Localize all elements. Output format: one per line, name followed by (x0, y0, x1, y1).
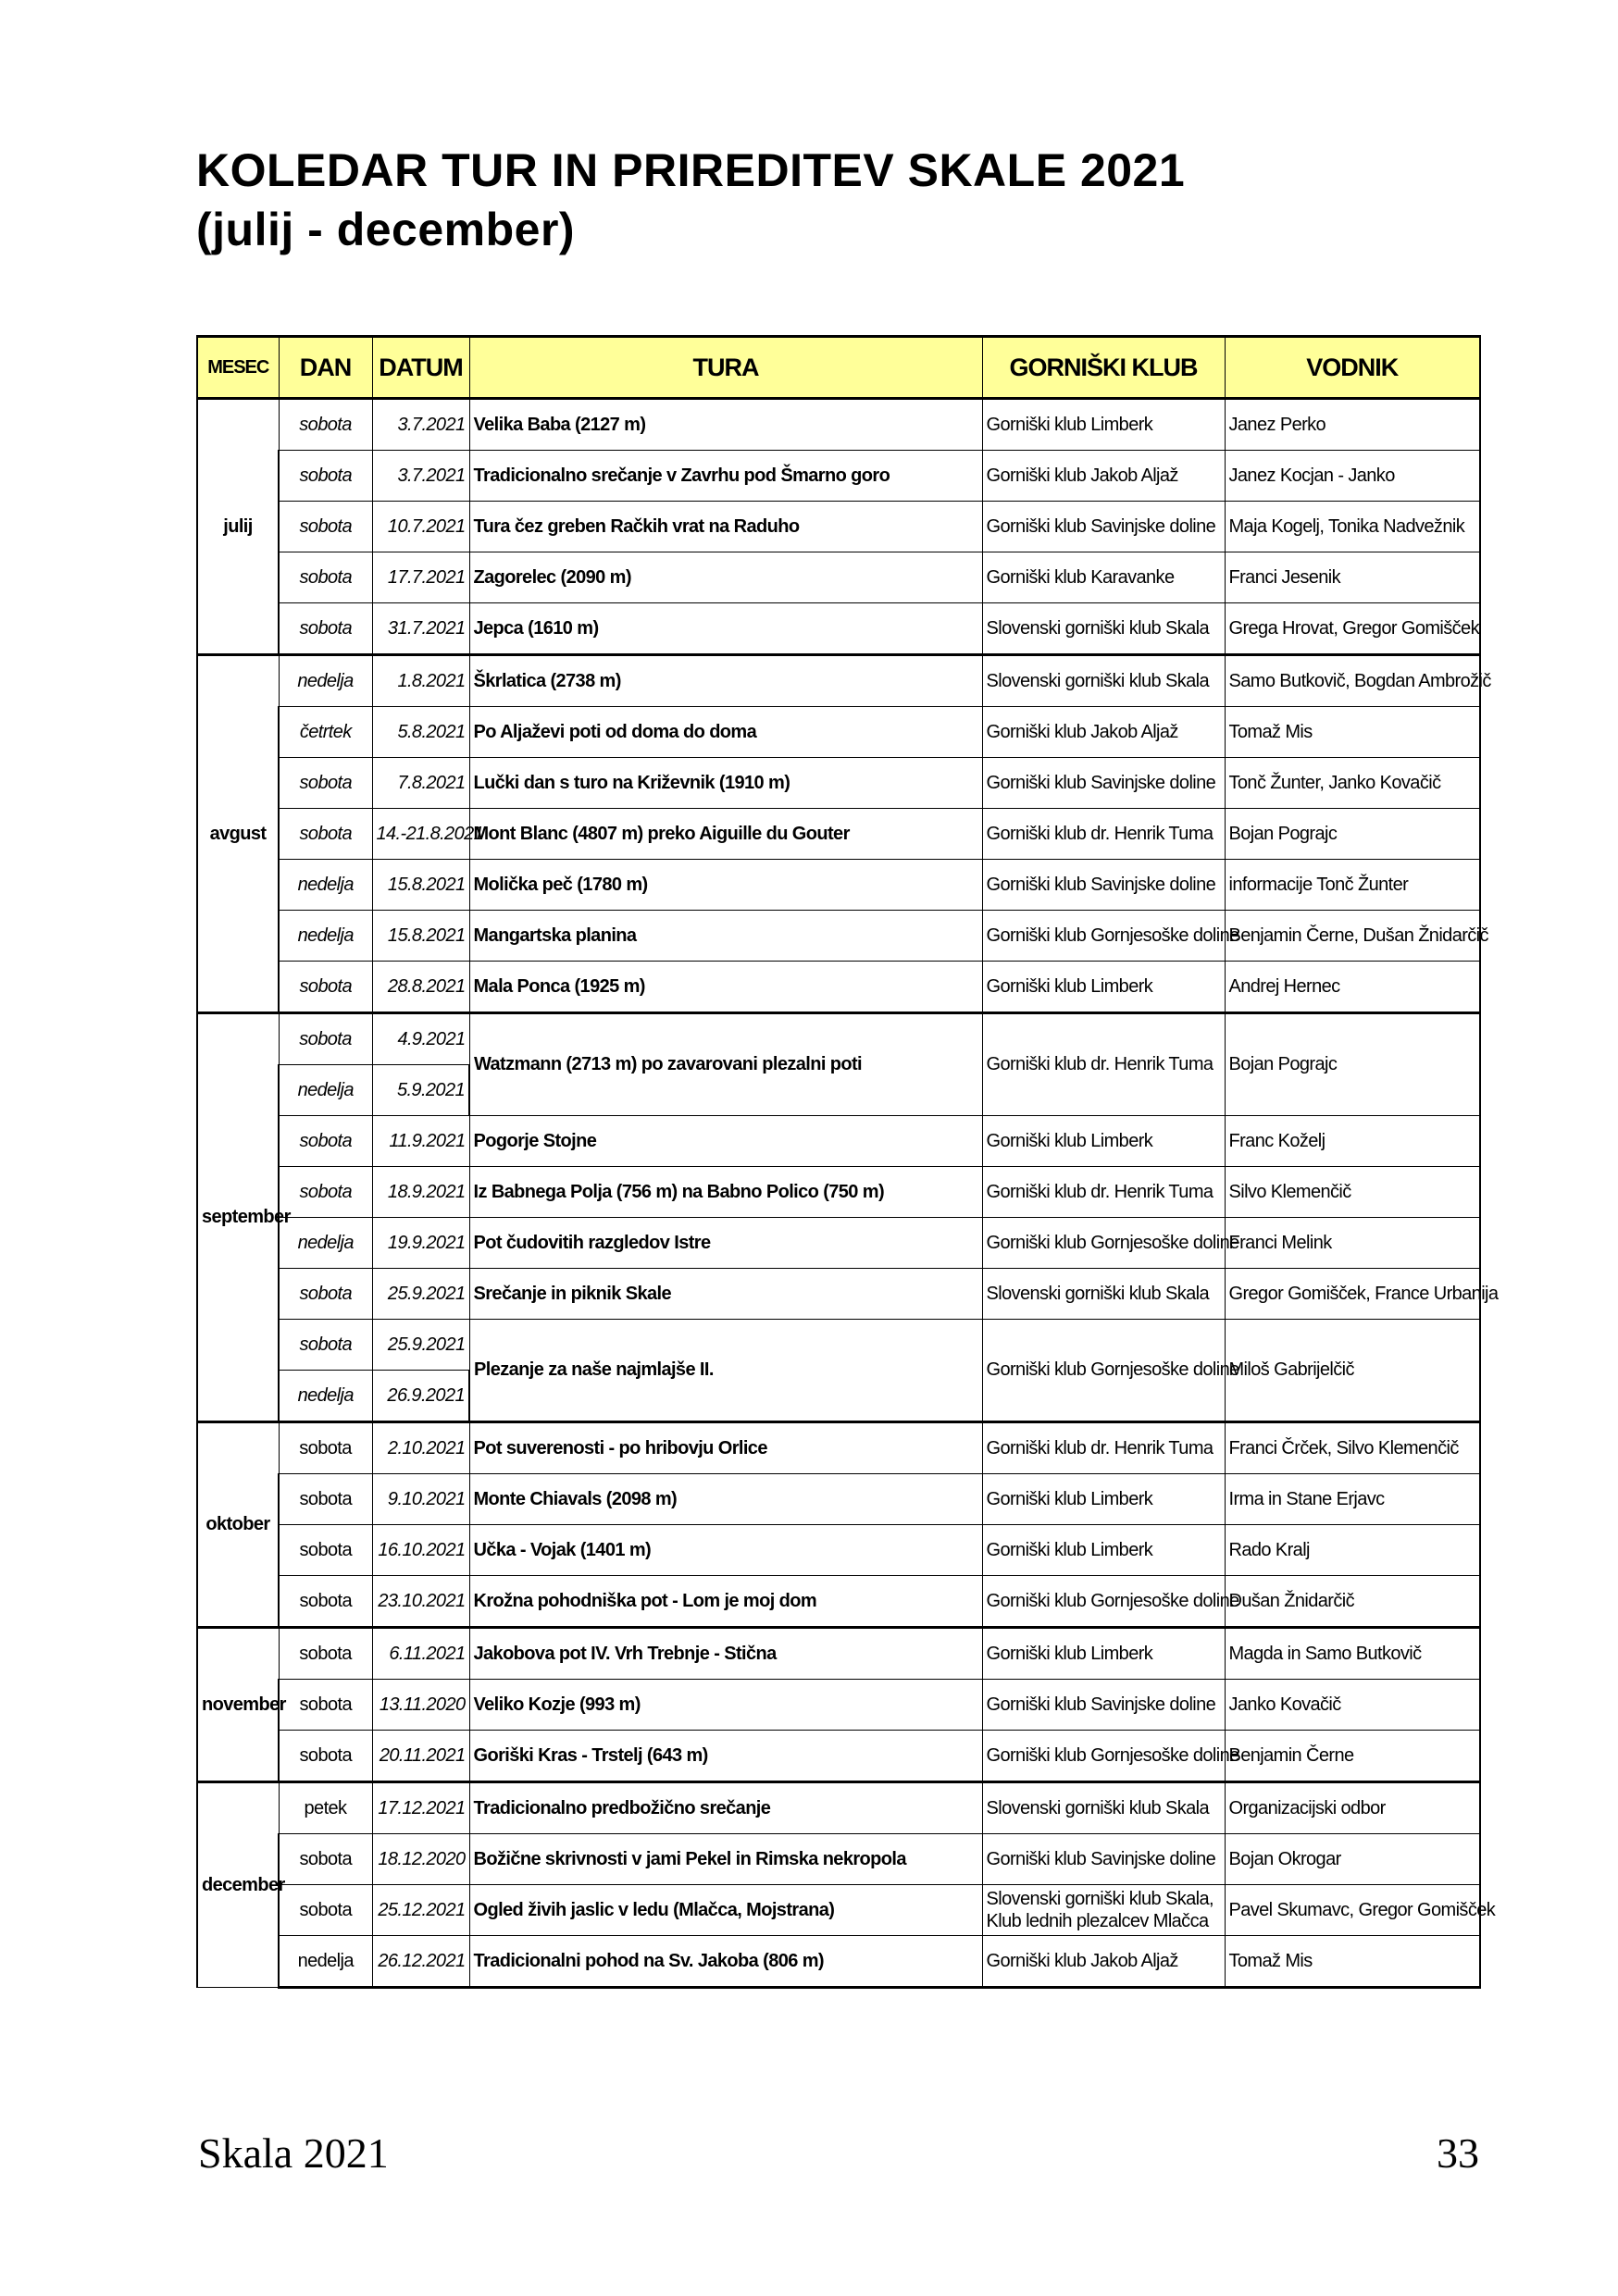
table-row (197, 603, 1480, 655)
club-cell: Gorniški klub dr. Henrik Tuma (982, 1013, 1225, 1116)
club-cell: Gorniški klub Limberk (982, 1474, 1225, 1525)
table-row (197, 502, 1480, 552)
tour-cell: Mala Ponca (1925 m) (469, 962, 982, 1013)
guide-cell: Miloš Gabrijelčič (1225, 1320, 1480, 1422)
date-cell: 25.12.2021 (372, 1885, 469, 1936)
table-row (197, 1422, 1480, 1474)
guide-cell: Tomaž Mis (1225, 1936, 1480, 1988)
day-cell: sobota (279, 1167, 372, 1218)
guide-cell: Franci Melink (1225, 1218, 1480, 1269)
day-cell: sobota (279, 451, 372, 502)
footer-publication: Skala 2021 (198, 2129, 389, 2177)
date-cell: 17.12.2021 (372, 1782, 469, 1834)
tour-cell: Krožna pohodniška pot - Lom je moj dom (469, 1576, 982, 1628)
table-row (197, 655, 1480, 707)
day-cell: sobota (279, 1116, 372, 1167)
table-row (197, 1576, 1480, 1628)
month-cell: oktober (197, 1422, 279, 1628)
guide-cell: Tonč Žunter, Janko Kovačič (1225, 758, 1480, 809)
table-row (197, 1680, 1480, 1731)
date-cell: 15.8.2021 (372, 860, 469, 911)
tour-cell: Iz Babnega Polja (756 m) na Babno Polico (750 m) (469, 1167, 982, 1218)
club-cell: Gorniški klub Gornjesoške doline (982, 1218, 1225, 1269)
day-cell: sobota (279, 962, 372, 1013)
header-dan: DAN (279, 337, 372, 399)
day-cell: četrtek (279, 707, 372, 758)
day-cell: sobota (279, 1320, 372, 1371)
day-cell: sobota (279, 1731, 372, 1782)
day-cell: sobota (279, 758, 372, 809)
guide-cell: Bojan Pograjc (1225, 1013, 1480, 1116)
table-row (197, 1474, 1480, 1525)
tour-cell: Watzmann (2713 m) po zavarovani plezalni poti (469, 1013, 982, 1116)
guide-cell: Franc Koželj (1225, 1116, 1480, 1167)
calendar-table (196, 335, 1499, 1989)
day-cell: sobota (279, 1525, 372, 1576)
day-cell: sobota (279, 502, 372, 552)
table-row (197, 1782, 1480, 1834)
tour-cell: Pot suverenosti - po hribovju Orlice (469, 1422, 982, 1474)
guide-cell: Silvo Klemenčič (1225, 1167, 1480, 1218)
header-tura: TURA (469, 337, 982, 399)
date-cell: 15.8.2021 (372, 911, 469, 962)
day-cell: nedelja (279, 860, 372, 911)
club-cell: Gorniški klub Gornjesoške doline (982, 1731, 1225, 1782)
tour-cell: Zagorelec (2090 m) (469, 552, 982, 603)
club-cell: Gorniški klub Jakob Aljaž (982, 451, 1225, 502)
table-row (197, 1013, 1480, 1065)
date-cell: 25.9.2021 (372, 1269, 469, 1320)
tour-cell: Molička peč (1780 m) (469, 860, 982, 911)
day-cell: sobota (279, 809, 372, 860)
month-cell: september (197, 1013, 279, 1422)
club-cell: Gorniški klub Savinjske doline (982, 860, 1225, 911)
guide-cell: Magda in Samo Butkovič (1225, 1628, 1480, 1680)
club-cell: Gorniški klub Jakob Aljaž (982, 707, 1225, 758)
club-cell: Gorniški klub dr. Henrik Tuma (982, 1167, 1225, 1218)
club-cell: Slovenski gorniški klub Skala (982, 655, 1225, 707)
table-row (197, 1834, 1480, 1885)
tour-cell: Jakobova pot IV. Vrh Trebnje - Stična (469, 1628, 982, 1680)
tour-cell: Plezanje za naše najmlajše II. (469, 1320, 982, 1422)
guide-cell: Janez Kocjan - Janko (1225, 451, 1480, 502)
month-cell: julij (197, 399, 279, 655)
guide-cell: Maja Kogelj, Tonika Nadvežnik (1225, 502, 1480, 552)
date-cell: 2.10.2021 (372, 1422, 469, 1474)
guide-cell: Janko Kovačič (1225, 1680, 1480, 1731)
tour-cell: Tradicionalno predbožično srečanje (469, 1782, 982, 1834)
club-cell: Slovenski gorniški klub Skala, Klub lednih plezalcev Mlačca (982, 1885, 1225, 1936)
guide-cell: Organizacijski odbor (1225, 1782, 1480, 1834)
table-row (197, 552, 1480, 603)
title-line-1: KOLEDAR TUR IN PRIREDITEV SKALE 2021 (196, 144, 1186, 196)
date-cell: 31.7.2021 (372, 603, 469, 655)
day-cell: sobota (279, 552, 372, 603)
day-cell: nedelja (279, 1936, 372, 1988)
header-klub: GORNIŠKI KLUB (982, 337, 1225, 399)
date-cell: 1.8.2021 (372, 655, 469, 707)
date-cell: 10.7.2021 (372, 502, 469, 552)
tour-cell: Jepca (1610 m) (469, 603, 982, 655)
table-row (197, 1218, 1480, 1269)
date-cell: 7.8.2021 (372, 758, 469, 809)
guide-cell: informacije Tonč Žunter (1225, 860, 1480, 911)
guide-cell: Grega Hrovat, Gregor Gomišček (1225, 603, 1480, 655)
date-cell: 28.8.2021 (372, 962, 469, 1013)
table-row (197, 809, 1480, 860)
guide-cell: Gregor Gomišček, France Urbanija (1225, 1269, 1480, 1320)
tour-cell: Monte Chiavals (2098 m) (469, 1474, 982, 1525)
club-cell: Gorniški klub Limberk (982, 962, 1225, 1013)
date-cell: 23.10.2021 (372, 1576, 469, 1628)
day-cell: nedelja (279, 1371, 372, 1422)
tour-cell: Srečanje in piknik Skale (469, 1269, 982, 1320)
day-cell: sobota (279, 1269, 372, 1320)
tour-cell: Velika Baba (2127 m) (469, 399, 982, 451)
day-cell: sobota (279, 1474, 372, 1525)
day-cell: petek (279, 1782, 372, 1834)
table-row (197, 1525, 1480, 1576)
date-cell: 4.9.2021 (372, 1013, 469, 1065)
tour-cell: Božične skrivnosti v jami Pekel in Rimska nekropola (469, 1834, 982, 1885)
club-cell: Gorniški klub Savinjske doline (982, 758, 1225, 809)
date-cell: 18.9.2021 (372, 1167, 469, 1218)
date-cell: 9.10.2021 (372, 1474, 469, 1525)
guide-cell: Bojan Okrogar (1225, 1834, 1480, 1885)
guide-cell: Rado Kralj (1225, 1525, 1480, 1576)
guide-cell: Bojan Pograjc (1225, 809, 1480, 860)
day-cell: sobota (279, 1576, 372, 1628)
guide-cell: Dušan Žnidarčič (1225, 1576, 1480, 1628)
header-mesec: MESEC (197, 337, 279, 399)
day-cell: sobota (279, 1422, 372, 1474)
day-cell: sobota (279, 603, 372, 655)
table-row (197, 911, 1480, 962)
club-cell: Gorniški klub Limberk (982, 1116, 1225, 1167)
tour-cell: Lučki dan s turo na Križevnik (1910 m) (469, 758, 982, 809)
club-cell: Gorniški klub Jakob Aljaž (982, 1936, 1225, 1988)
tour-cell: Pogorje Stojne (469, 1116, 982, 1167)
tour-cell: Mont Blanc (4807 m) preko Aiguille du Gouter (469, 809, 982, 860)
date-cell: 17.7.2021 (372, 552, 469, 603)
date-cell: 11.9.2021 (372, 1116, 469, 1167)
document-title (196, 141, 1185, 259)
club-cell: Slovenski gorniški klub Skala (982, 603, 1225, 655)
date-cell: 5.9.2021 (372, 1065, 469, 1116)
header-datum: DATUM (372, 337, 469, 399)
day-cell: sobota (279, 399, 372, 451)
date-cell: 3.7.2021 (372, 451, 469, 502)
day-cell: sobota (279, 1885, 372, 1936)
tour-cell: Škrlatica (2738 m) (469, 655, 982, 707)
club-cell: Slovenski gorniški klub Skala (982, 1782, 1225, 1834)
table-row (197, 1936, 1480, 1988)
tour-cell: Mangartska planina (469, 911, 982, 962)
date-cell: 16.10.2021 (372, 1525, 469, 1576)
date-cell: 25.9.2021 (372, 1320, 469, 1371)
table-row (197, 1628, 1480, 1680)
guide-cell: Tomaž Mis (1225, 707, 1480, 758)
calendar-body (197, 399, 1499, 1988)
club-cell: Gorniški klub Savinjske doline (982, 1680, 1225, 1731)
club-cell: Gorniški klub Karavanke (982, 552, 1225, 603)
guide-cell: Janez Perko (1225, 399, 1480, 451)
club-cell: Gorniški klub Limberk (982, 1628, 1225, 1680)
header-vodnik: VODNIK (1225, 337, 1480, 399)
table-row (197, 1885, 1480, 1936)
date-cell: 20.11.2021 (372, 1731, 469, 1782)
day-cell: nedelja (279, 655, 372, 707)
table-row (197, 1116, 1480, 1167)
day-cell: sobota (279, 1013, 372, 1065)
day-cell: sobota (279, 1834, 372, 1885)
tour-cell: Učka - Vojak (1401 m) (469, 1525, 982, 1576)
club-cell: Gorniški klub Savinjske doline (982, 1834, 1225, 1885)
date-cell: 18.12.2020 (372, 1834, 469, 1885)
club-cell: Slovenski gorniški klub Skala (982, 1269, 1225, 1320)
date-cell: 14.-21.8.2021 (372, 809, 469, 860)
table-row (197, 860, 1480, 911)
club-cell: Gorniški klub Gornjesoške doline (982, 911, 1225, 962)
tour-cell: Tura čez greben Račkih vrat na Raduho (469, 502, 982, 552)
day-cell: nedelja (279, 911, 372, 962)
table-row (197, 758, 1480, 809)
club-cell: Gorniški klub dr. Henrik Tuma (982, 809, 1225, 860)
table-row (197, 1731, 1480, 1782)
date-cell: 13.11.2020 (372, 1680, 469, 1731)
table-row (197, 707, 1480, 758)
club-cell: Gorniški klub Limberk (982, 399, 1225, 451)
month-cell: avgust (197, 655, 279, 1013)
table-row (197, 1269, 1480, 1320)
table-row (197, 451, 1480, 502)
guide-cell: Andrej Hernec (1225, 962, 1480, 1013)
day-cell: sobota (279, 1680, 372, 1731)
tour-cell: Veliko Kozje (993 m) (469, 1680, 982, 1731)
date-cell: 26.12.2021 (372, 1936, 469, 1988)
club-cell: Gorniški klub Gornjesoške doline (982, 1576, 1225, 1628)
guide-cell: Pavel Skumavc, Gregor Gomišček (1225, 1885, 1480, 1936)
tour-cell: Pot čudovitih razgledov Istre (469, 1218, 982, 1269)
date-cell: 3.7.2021 (372, 399, 469, 451)
tour-cell: Po Aljaževi poti od doma do doma (469, 707, 982, 758)
table-header-row (197, 337, 1480, 399)
table-row (197, 1320, 1480, 1371)
guide-cell: Irma in Stane Erjavc (1225, 1474, 1480, 1525)
table-row (197, 962, 1480, 1013)
day-cell: nedelja (279, 1218, 372, 1269)
date-cell: 26.9.2021 (372, 1371, 469, 1422)
guide-cell: Franci Črček, Silvo Klemenčič (1225, 1422, 1480, 1474)
guide-cell: Samo Butkovič, Bogdan Ambrožič (1225, 655, 1480, 707)
club-cell: Gorniški klub dr. Henrik Tuma (982, 1422, 1225, 1474)
date-cell: 19.9.2021 (372, 1218, 469, 1269)
month-cell: december (197, 1782, 279, 1988)
guide-cell: Franci Jesenik (1225, 552, 1480, 603)
tour-cell: Ogled živih jaslic v ledu (Mlačca, Mojstrana) (469, 1885, 982, 1936)
guide-cell: Benjamin Černe (1225, 1731, 1480, 1782)
date-cell: 5.8.2021 (372, 707, 469, 758)
page-number: 33 (1437, 2129, 1479, 2177)
club-cell: Gorniški klub Gornjesoške doline (982, 1320, 1225, 1422)
month-cell: november (197, 1628, 279, 1782)
guide-cell: Benjamin Černe, Dušan Žnidarčič (1225, 911, 1480, 962)
table-row (197, 399, 1480, 451)
club-cell: Gorniški klub Savinjske doline (982, 502, 1225, 552)
tour-cell: Goriški Kras - Trstelj (643 m) (469, 1731, 982, 1782)
day-cell: sobota (279, 1628, 372, 1680)
tour-cell: Tradicionalno srečanje v Zavrhu pod Šmarno goro (469, 451, 982, 502)
date-cell: 6.11.2021 (372, 1628, 469, 1680)
title-line-2: (julij - december) (196, 204, 576, 255)
table-row (197, 1167, 1480, 1218)
day-cell: nedelja (279, 1065, 372, 1116)
tour-cell: Tradicionalni pohod na Sv. Jakoba (806 m) (469, 1936, 982, 1988)
club-cell: Gorniški klub Limberk (982, 1525, 1225, 1576)
